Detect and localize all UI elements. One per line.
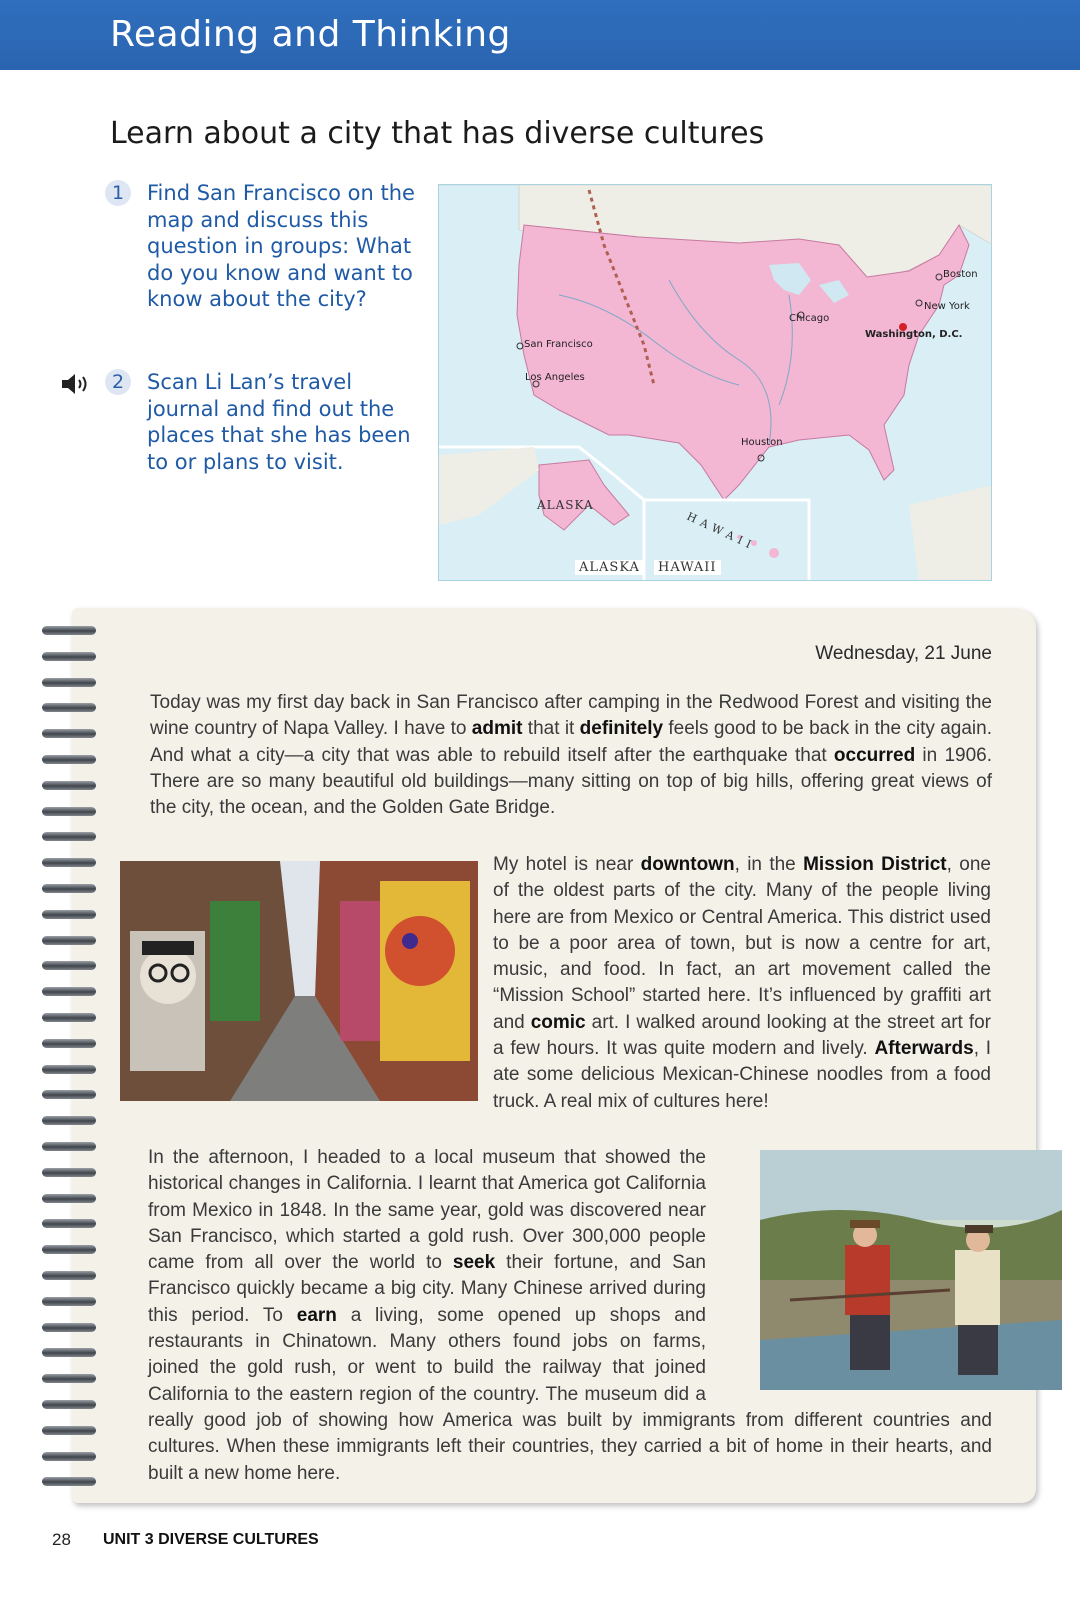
inset-label-hawaii: HAWAII xyxy=(654,560,721,575)
journal-paragraph-3 xyxy=(148,1145,992,1487)
map-label-san-francisco: San Francisco xyxy=(524,339,593,350)
binding-ring xyxy=(42,1090,96,1099)
binding-ring xyxy=(42,987,96,996)
unit-title: UNIT 3 DIVERSE CULTURES xyxy=(103,1531,319,1548)
us-map xyxy=(438,184,992,581)
binding-ring xyxy=(42,1013,96,1022)
journal-text: that it xyxy=(522,718,580,740)
journal-paragraph-1 xyxy=(150,690,992,821)
binding-ring xyxy=(42,832,96,841)
task-number: 1 xyxy=(105,180,131,206)
journal-text: , I ate some delicious Mexican-Chinese noodles from a food truck. A real mix of cultures here! xyxy=(493,1038,991,1112)
task-1 xyxy=(105,180,425,313)
binding-ring xyxy=(42,1374,96,1383)
page-header-title: Reading and Thinking xyxy=(110,14,511,55)
binding-ring xyxy=(42,910,96,919)
binding-ring xyxy=(42,961,96,970)
journal-text: My hotel is near xyxy=(493,854,641,875)
journal-text: their fortune, and San Francisco quickly became a big city. Many Chinese arrived during this period. To xyxy=(148,1252,707,1326)
map-label-boston: Boston xyxy=(943,269,978,280)
speaker-icon[interactable] xyxy=(60,373,94,395)
binding-ring xyxy=(42,1400,96,1409)
task-text: Scan Li Lan’s travel journal and find out the places that she has been to or plans to visit. xyxy=(147,370,411,474)
section-heading: Learn about a city that has diverse cultures xyxy=(110,116,765,151)
map-label-hawaii: HAWAII xyxy=(684,509,758,554)
binding-ring xyxy=(42,678,96,687)
map-label-new-york: New York xyxy=(924,301,970,312)
vocab-word: Mission District xyxy=(803,854,947,875)
task-2 xyxy=(105,369,425,475)
map-label-alaska: ALASKA xyxy=(537,498,594,512)
journal-text: In the afternoon, I headed to a local museum that showed the historical changes in California. I learnt that America got California from Mexico in 1848. In the same year, gold was discovered near San Francisco, which started a gold rush. Over 300,000 people came from all over the world to xyxy=(148,1147,706,1274)
journal-text: a living, some opened up shops and restaurants in Chinatown. Many others found jobs on farms, joined the gold rush, or went to build the railway that joined California to the eastern region of the country. The museum did a really good job of showing how America was built by immigrants from different countries and cultures. When these immigrants left their countries, they carried a bit of home in their hearts, and built a new home here. xyxy=(148,1304,992,1484)
map-label-chicago: Chicago xyxy=(789,313,830,324)
binding-ring xyxy=(42,936,96,945)
binding-ring xyxy=(42,1297,96,1306)
binding-ring xyxy=(42,1194,96,1203)
binding-ring xyxy=(42,1142,96,1151)
vocab-word: admit xyxy=(471,718,523,740)
journal-text: in 1906. There are so many beautiful old buildings—many sitting on top of big hills, offering great views of the city, the ocean, and the Golden Gate Bridge. xyxy=(150,744,992,819)
binding-ring xyxy=(42,1065,96,1074)
binding-ring xyxy=(42,1245,96,1254)
vocab-word: occurred xyxy=(833,744,916,766)
vocab-word: definitely xyxy=(579,718,664,740)
task-text: Find San Francisco on the map and discuss this question in groups: What do you know and want to know about the city? xyxy=(147,181,415,311)
journal-text: , in the xyxy=(734,854,804,875)
binding-ring xyxy=(42,858,96,867)
vocab-word: seek xyxy=(452,1252,496,1274)
binding-ring xyxy=(42,1477,96,1486)
map-label-los-angeles: Los Angeles xyxy=(525,372,585,383)
binding-ring xyxy=(42,1323,96,1332)
journal-paragraph-2 xyxy=(493,852,991,1115)
graffiti-alley-photo xyxy=(120,861,478,1101)
binding-ring xyxy=(42,1219,96,1228)
binding-ring xyxy=(42,1271,96,1280)
journal-text: feels good to be back in the city again. And what a city—a city that was able to rebuild itself after the earthquake that xyxy=(150,718,992,766)
binding-ring xyxy=(42,755,96,764)
binding-ring xyxy=(42,807,96,816)
binding-ring xyxy=(42,884,96,893)
vocab-word: earn xyxy=(296,1304,337,1326)
vocab-word: Afterwards xyxy=(874,1038,974,1060)
task-number: 2 xyxy=(105,369,131,395)
binding-ring xyxy=(42,652,96,661)
binding-ring xyxy=(42,1348,96,1357)
binding-ring xyxy=(42,1039,96,1048)
map-label-houston: Houston xyxy=(741,437,783,448)
binding-ring xyxy=(42,1116,96,1125)
binding-ring xyxy=(42,1452,96,1461)
binding-ring xyxy=(42,703,96,712)
journal-text: Today was my first day back in San Francisco after camping in the Redwood Forest and visiting the wine country of Napa Valley. I have to xyxy=(150,692,992,740)
page-number: 28 xyxy=(52,1530,71,1549)
journal-text: art. I walked around looking at the street art for a few hours. It was quite modern and lively. xyxy=(493,1011,991,1060)
binding-ring xyxy=(42,626,96,635)
image-wrap-spacer xyxy=(722,1147,992,1387)
inset-label-alaska: ALASKA xyxy=(575,560,644,575)
binding-ring xyxy=(42,1168,96,1177)
spiral-binding xyxy=(42,626,98,1496)
journal-text: , one of the oldest parts of the city. Many of the people living here are from Mexico or Central America. This district used to be a poor area of town, but is now a centre for art, music, and food. In fact, an art movement called the “Mission School” started here. It’s influenced by graffiti art and xyxy=(493,854,991,1033)
binding-ring xyxy=(42,1426,96,1435)
journal-date: Wednesday, 21 June xyxy=(815,643,992,664)
vocab-word: downtown xyxy=(640,854,735,875)
binding-ring xyxy=(42,781,96,790)
map-label-washington: Washington, D.C. xyxy=(865,329,963,340)
binding-ring xyxy=(42,729,96,738)
vocab-word: comic xyxy=(530,1011,586,1033)
